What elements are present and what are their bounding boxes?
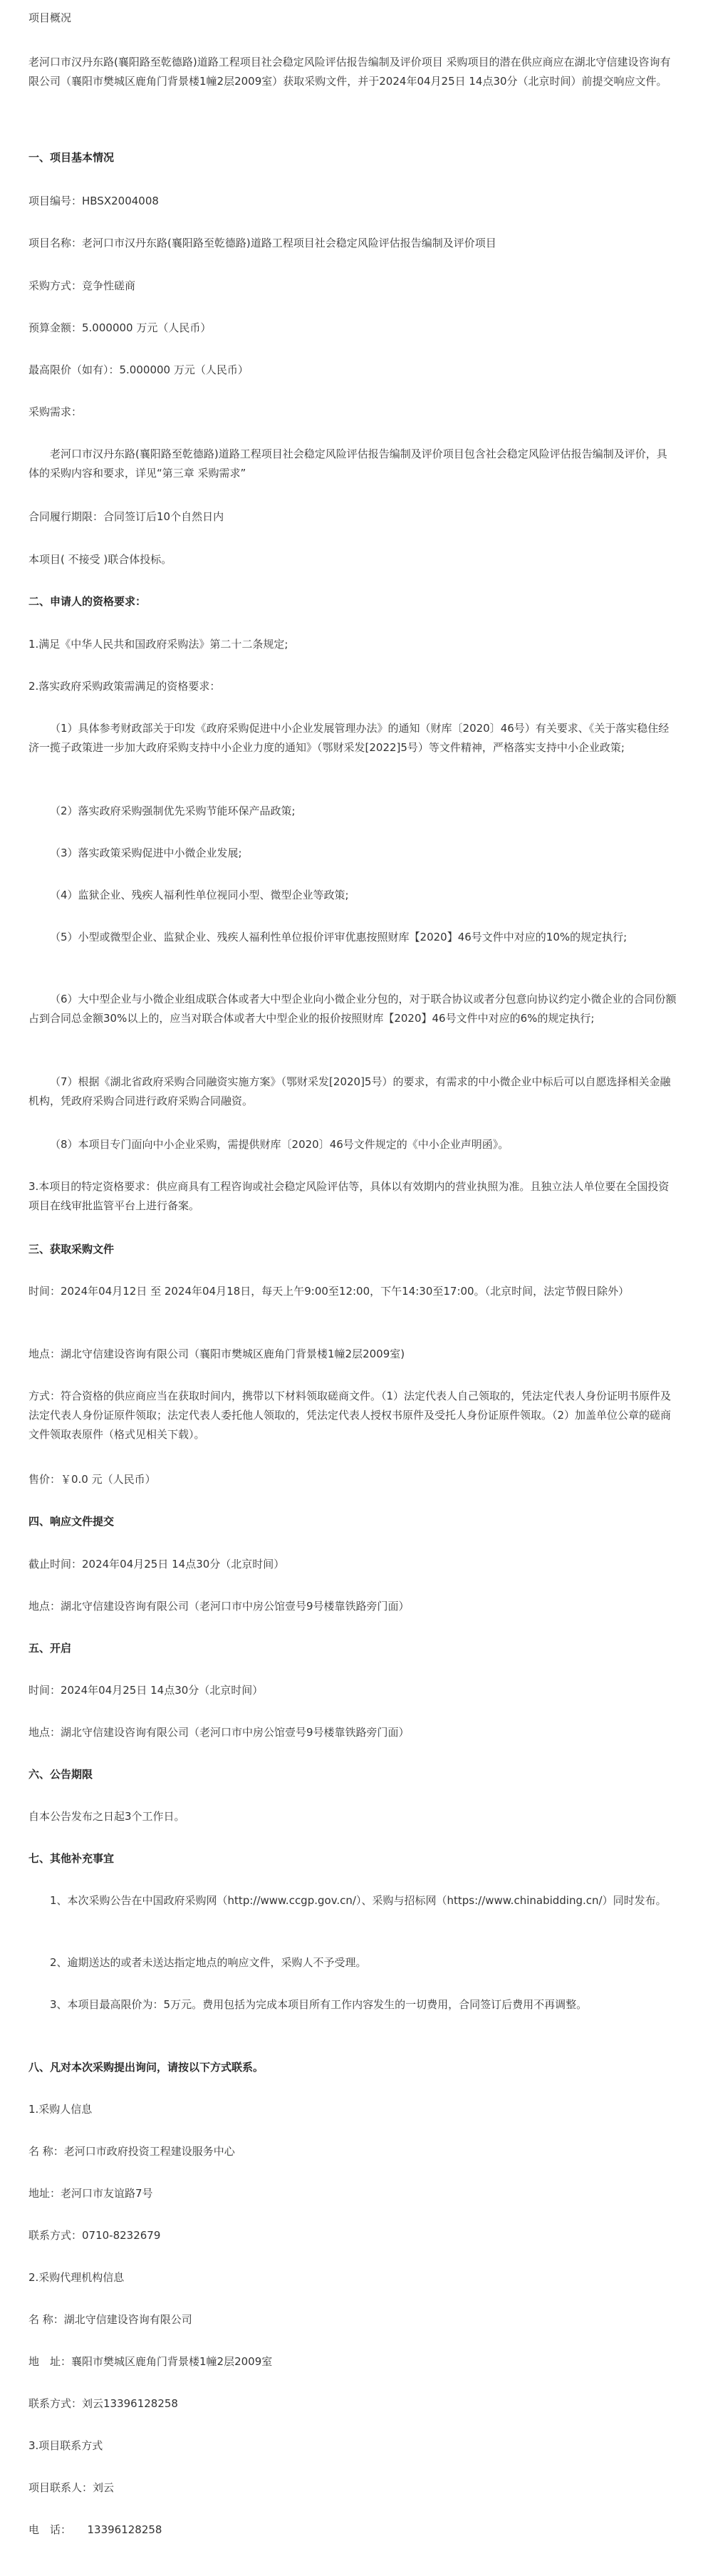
qualification-2-7: （7）根据《湖北省政府采购合同融资实施方案》（鄂财采发[2020]5号）的要求，有需求的中小微企业中标后可以自愿选择相关金融机构，凭政府采购合同进行政府采购合同融资。 [28, 1075, 671, 1107]
section-3-title: 三、获取采购文件 [28, 1243, 115, 1256]
section-4-title: 四、响应文件提交 [28, 1515, 115, 1528]
agent-name: 名 称：湖北守信建设咨询有限公司 [28, 2313, 192, 2326]
section-1-title: 一、项目基本情况 [28, 151, 115, 164]
qualification-2-4: （4）监狱企业、残疾人福利性单位视同小型、微型企业等政策; [50, 889, 349, 901]
demand-label: 采购需求： [28, 405, 83, 418]
section-8-title: 八、凡对本次采购提出询问，请按以下方式联系。 [28, 2061, 264, 2074]
qualification-2-6: （6）大中型企业与小微企业组成联合体或者大中型企业向小微企业分包的，对于联合协议或者分包意向协议约定小微企业的合同份额占到合同总金额30%以上的，应当对联合体或者大中型企业的报价按照财库【2020】46号文件中对应的6%的规定执行; [28, 993, 677, 1025]
project-contact-title: 3.项目联系方式 [28, 2439, 103, 2452]
section-5-title: 五、开启 [28, 1642, 72, 1655]
submit-deadline: 截止时间：2024年04月25日 14点30分（北京时间） [28, 1558, 285, 1571]
qualification-1: 1.满足《中华人民共和国政府采购法》第二十二条规定; [28, 638, 288, 651]
open-place: 地点：湖北守信建设咨询有限公司（老河口市中房公馆壹号9号楼靠铁路旁门面） [28, 1726, 410, 1739]
procurement-method: 采购方式：竞争性磋商 [28, 279, 136, 292]
buyer-name: 名 称：老河口市政府投资工程建设服务中心 [28, 2145, 235, 2158]
open-time: 时间：2024年04月25日 14点30分（北京时间） [28, 1684, 264, 1697]
get-place: 地点：湖北守信建设咨询有限公司（襄阳市樊城区鹿角门背景楼1幢2层2009室) [28, 1348, 405, 1360]
summary-text: 老河口市汉丹东路(襄阳路至乾德路)道路工程项目社会稳定风险评估报告编制及评价项目 采购项目的潜在供应商应在湖北守信建设咨询有限公司（襄阳市樊城区鹿角门背景楼1幢2层2009室）获取采购文件，并于2024年04月25日 14点30分（北京时间）前提交响应文件。 [28, 56, 671, 88]
qualification-2-5: （5）小型或微型企业、监狱企业、残疾人福利性单位报价评审优惠按照财库【2020】46号文件中对应的10%的规定执行; [50, 931, 628, 943]
contract-period: 合同履行期限：合同签订后10个自然日内 [28, 510, 224, 523]
buyer-info-title: 1.采购人信息 [28, 2103, 93, 2116]
section-6-title: 六、公告期限 [28, 1768, 93, 1781]
buyer-address: 地址：老河口市友谊路7号 [28, 2187, 153, 2200]
max-price: 最高限价（如有）：5.000000 万元（人民币） [28, 363, 249, 376]
qualification-2: 2.落实政府采购政策需满足的资格要求： [28, 680, 221, 693]
consortium-note: 本项目( 不接受 )联合体投标。 [28, 553, 172, 566]
buyer-contact: 联系方式：0710-8232679 [28, 2229, 161, 2242]
agent-contact: 联系方式：刘云13396128258 [28, 2397, 178, 2410]
submit-place: 地点：湖北守信建设咨询有限公司（老河口市中房公馆壹号9号楼靠铁路旁门面） [28, 1600, 410, 1613]
document-price: 售价：￥0.0 元（人民币） [28, 1473, 156, 1486]
project-name: 项目名称：老河口市汉丹东路(襄阳路至乾德路)道路工程项目社会稳定风险评估报告编制及评价项目 [28, 237, 496, 249]
project-contact-phone: 电 话： 13396128258 [28, 2523, 162, 2536]
project-contact-person: 项目联系人：刘云 [28, 2481, 115, 2494]
budget-amount: 预算金额：5.000000 万元（人民币） [28, 321, 212, 334]
section-2-title: 二、申请人的资格要求： [28, 595, 147, 608]
qualification-2-8: （8）本项目专门面向中小企业采购，需提供财库〔2020〕46号文件规定的《中小企业声明函》。 [50, 1138, 509, 1151]
qualification-2-2: （2）落实政府采购强制优先采购节能环保产品政策; [50, 805, 296, 817]
section-7-title: 七、其他补充事宜 [28, 1852, 115, 1865]
demand-text: 老河口市汉丹东路(襄阳路至乾德路)道路工程项目社会稳定风险评估报告编制及评价项目包含社会稳定风险评估报告编制及评价，具体的采购内容和要求，详见“第三章 采购需求” [28, 448, 667, 480]
qualification-2-3: （3）落实政策采购促进中小微企业发展; [50, 847, 242, 859]
agent-info-title: 2.采购代理机构信息 [28, 2271, 125, 2284]
qualification-3: 3.本项目的特定资格要求：供应商具有工程咨询或社会稳定风险评估等，具体以有效期内的营业执照为准。且独立法人单位要在全国投资项目在线审批监管平台上进行备案。 [28, 1180, 670, 1212]
summary-title: 项目概况 [28, 11, 72, 24]
other-item-3: 3、本项目最高限价为：5万元。费用包括为完成本项目所有工作内容发生的一切费用，合同签订后费用不再调整。 [50, 1998, 588, 2011]
other-item-1: 1、本次采购公告在中国政府采购网（http://www.ccgp.gov.cn/）、采购与招标网（https://www.chinabidding.cn/）同时发布。 [50, 1894, 667, 1907]
get-time: 时间：2024年04月12日 至 2024年04月18日，每天上午9:00至12:00，下午14:30至17:00。（北京时间，法定节假日除外） [28, 1285, 630, 1298]
qualification-2-1: （1）具体参考财政部关于印发《政府采购促进中小企业发展管理办法》的通知（财库〔2020〕46号）有关要求、《关于落实稳住经济一揽子政策进一步加大政府采购支持中小企业力度的通知》（鄂财采发[2022]5号）等文件精神，严格落实支持中小企业政策; [28, 722, 670, 754]
other-item-2: 2、逾期送达的或者未送达指定地点的响应文件，采购人不予受理。 [50, 1956, 367, 1969]
agent-address: 地 址：襄阳市樊城区鹿角门背景楼1幢2层2009室 [28, 2355, 273, 2368]
notice-period: 自本公告发布之日起3个工作日。 [28, 1810, 185, 1823]
get-method: 方式：符合资格的供应商应当在获取时间内，携带以下材料领取磋商文件。（1）法定代表人自己领取的，凭法定代表人身份证明书原件及法定代表人身份证原件领取；法定代表人委托他人领取的，凭法定代表人授权书原件及受托人身份证原件领取。（2）加盖单位公章的磋商文件领取表原件（格式见相关下载）。 [28, 1390, 672, 1441]
project-number: 项目编号：HBSX2004008 [28, 195, 159, 207]
